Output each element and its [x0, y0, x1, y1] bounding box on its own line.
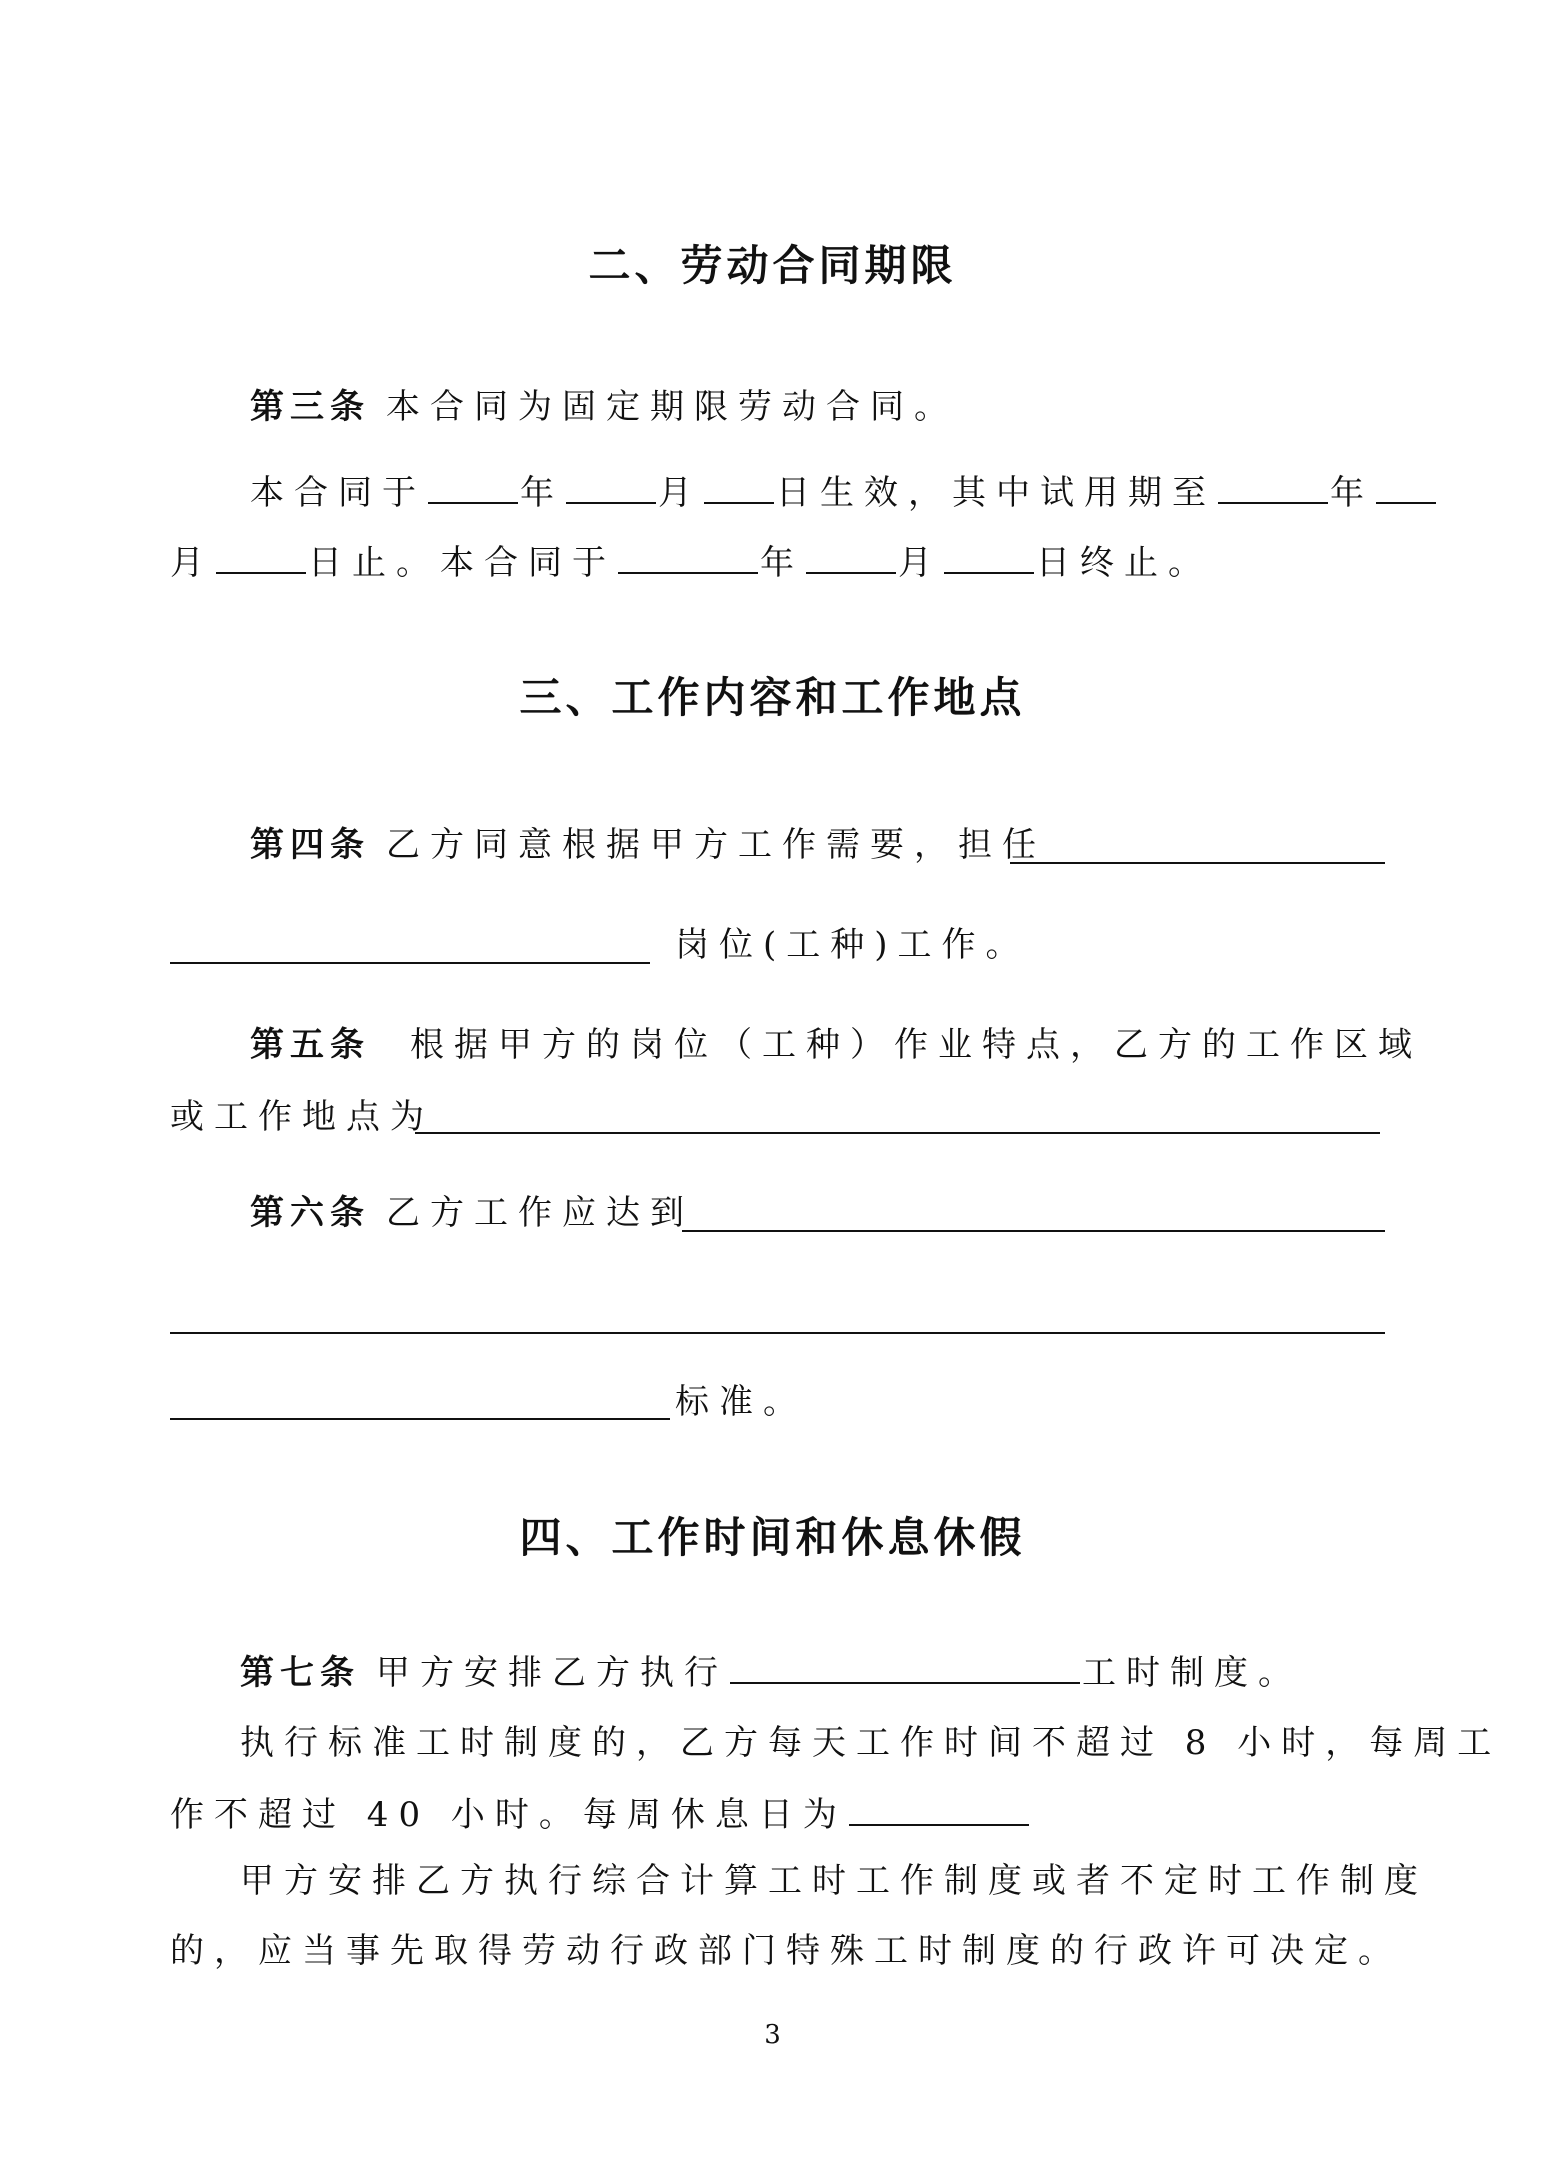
article-3-text-e: 年: [1330, 473, 1374, 513]
article-5-text-2: 或工作地点为: [170, 1097, 434, 1137]
article-4-label: 第四条: [250, 825, 370, 865]
blank-field[interactable]: [618, 542, 758, 574]
article-7-label: 第七条: [240, 1653, 360, 1693]
blank-field[interactable]: [566, 472, 656, 504]
article-5-line-1: [250, 1025, 1422, 1065]
article-3-text-b: 年: [520, 473, 564, 513]
article-3-text-c: 月: [658, 473, 702, 513]
article-3-text-a: 本合同于: [250, 473, 426, 513]
rest-day-blank[interactable]: [849, 1794, 1029, 1826]
section-title-work-content: 三、工作内容和工作地点: [519, 673, 1026, 722]
article-7-para-2-text: 作不超过 40 小时。每周休息日为: [170, 1795, 847, 1835]
article-4-text-2: 岗位(工种)工作。: [675, 925, 1030, 965]
work-location-blank[interactable]: [415, 1132, 1380, 1134]
standard-blank-1[interactable]: [682, 1230, 1385, 1232]
article-3-line-1: [250, 387, 1385, 427]
article-6-label: 第六条: [250, 1193, 370, 1233]
article-4-line-1: [250, 825, 1385, 865]
article-3-text-f: 月: [170, 543, 214, 583]
blank-field[interactable]: [806, 542, 896, 574]
article-6-text: 乙方工作应达到: [386, 1193, 694, 1233]
article-6-line-1: [250, 1193, 1385, 1233]
article-3-text: 本合同为固定期限劳动合同。: [386, 387, 958, 427]
article-7-text-end: 工时制度。: [1082, 1653, 1302, 1693]
article-5-text: 根据甲方的岗位（工种）作业特点，乙方的工作区域: [410, 1025, 1422, 1065]
article-5-label: 第五条: [250, 1025, 370, 1065]
article-7-para-3-line-1: 甲方安排乙方执行综合计算工时工作制度或者不定时工作制度: [240, 1861, 1428, 1901]
hours-system-blank[interactable]: [730, 1652, 1080, 1684]
standard-blank-2[interactable]: [170, 1332, 1385, 1334]
blank-field[interactable]: [704, 472, 774, 504]
article-3-label: 第三条: [250, 387, 370, 427]
article-3-text-g: 日止。本合同于: [308, 543, 616, 583]
article-7-para-3-line-2: 的，应当事先取得劳动行政部门特殊工时制度的行政许可决定。: [170, 1931, 1402, 1971]
article-6-text-2: 标准。: [675, 1382, 807, 1422]
article-3-line-2: [250, 472, 1385, 513]
article-4-text: 乙方同意根据甲方工作需要，担任: [386, 825, 1046, 865]
section-title-working-hours: 四、工作时间和休息休假: [519, 1513, 1026, 1562]
article-7-text: 甲方安排乙方执行: [376, 1653, 728, 1693]
blank-field[interactable]: [216, 542, 306, 574]
article-3-line-3: [170, 542, 1385, 583]
position-blank-2[interactable]: [170, 962, 650, 964]
blank-field[interactable]: [1376, 472, 1436, 504]
article-7-para-2-line-1: 执行标准工时制度的，乙方每天工作时间不超过 8 小时，每周工: [240, 1723, 1502, 1763]
section-title-term: 二、劳动合同期限: [588, 241, 957, 290]
page-number: 3: [764, 2020, 781, 2050]
position-blank-1[interactable]: [1010, 862, 1385, 864]
blank-field[interactable]: [428, 472, 518, 504]
article-3-text-d: 日生效，其中试用期至: [776, 473, 1216, 513]
standard-blank-3[interactable]: [170, 1418, 670, 1420]
article-3-text-j: 日终止。: [1036, 543, 1212, 583]
article-3-text-i: 月: [898, 543, 942, 583]
article-7-line-1: [240, 1652, 1385, 1693]
blank-field[interactable]: [1218, 472, 1328, 504]
article-7-para-2-line-2: [170, 1794, 1385, 1835]
blank-field[interactable]: [944, 542, 1034, 574]
article-3-text-h: 年: [760, 543, 804, 583]
